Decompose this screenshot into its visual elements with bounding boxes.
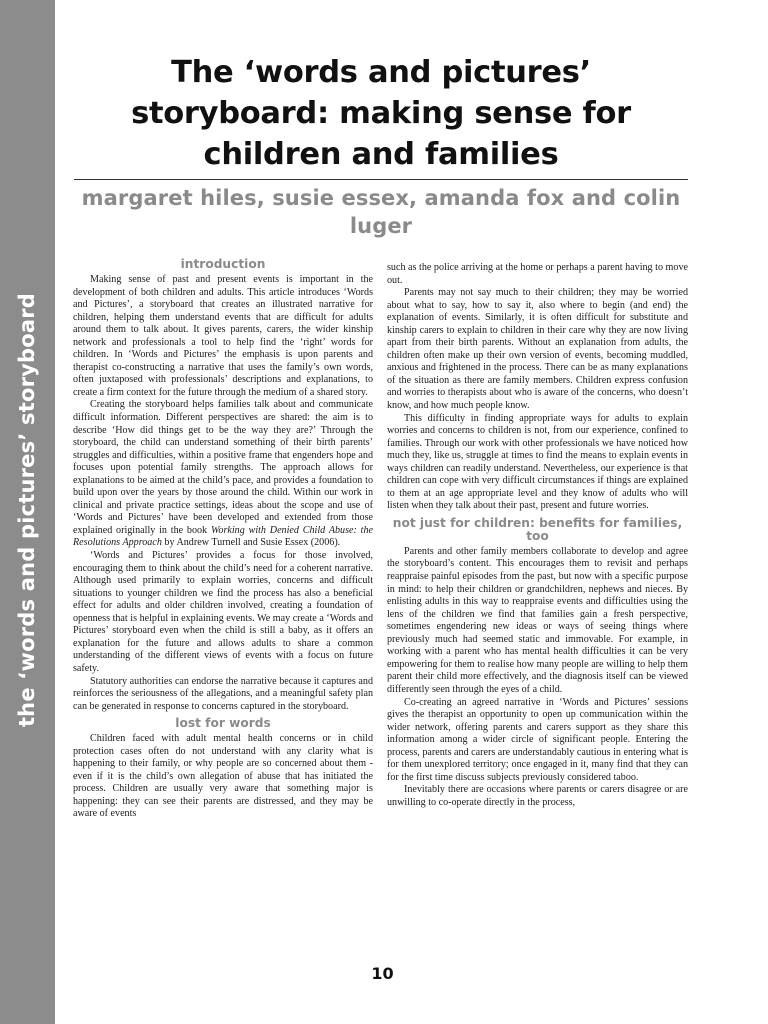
sidebar-band	[0, 0, 55, 1024]
paragraph: Parents may not say much to their children; they may be worried about what to say, how to say it, also where to begin (and end) the explanation of events. Similarly, it is often difficult for substitute and kinship carers to explain to children in their care why they are now living apart from their birth parents. Without an explanation from adults, the children often make up their own version of events, becoming muddled, anxious and frightened in the process. There can be as many explanations of the situation as there are family members. Children express confusion and worries to therapists about who is aware of the concerns, who doesn’t know, and how much people know.	[387, 287, 688, 412]
paragraph: Making sense of past and present events is important in the development of both children and adults. This article introduces ‘Words and Pictures’, a storyboard that creates an illustrated narrative for children, helping them understand events that are difficult for adults around them to talk about. It gives parents, carers, the wider kinship network and professionals a tool to help find the ‘right’ words for children. In ‘Words and Pictures’ the emphasis is upon parents and therapist co-constructing a narrative that uses the family’s own words, often juxtaposed with professionals’ descriptions and explanations, to create a firm context for the future through the medium of a shared story.	[73, 274, 373, 398]
page-number: 10	[371, 964, 394, 983]
paragraph: Co-creating an agreed narrative in ‘Words and Pictures’ sessions gives the therapist an opportunity to open up communication within the wider network, offering parents and carers support as they share this information among a wider circle of significant people. Entering the process, parents and carers are understandably cautious in entering what is for them unexplored territory; once engaged in it, many find that they can for the first time discuss subjects previously considered taboo.	[387, 696, 688, 783]
right-column	[387, 262, 688, 809]
section-heading-lost-for-words: lost for words	[175, 716, 271, 731]
title-divider	[74, 179, 688, 180]
paragraph: This difficulty in finding appropriate ways for adults to explain worries and concerns to children is not, from our experience, confined to families. Through our work with other professionals we have noticed how much they, like us, struggle at times to find the means to explain events in ways children can readily understand. Nevertheless, our experience is that children can cope with very difficult circumstances if things are explained to them at an age appropriate level and they know of adults who will listen when they talk about their past, present and future worries.	[387, 412, 688, 512]
article-title: The ‘words and pictures’ storyboard: making sense for children and families	[131, 55, 631, 172]
paragraph	[73, 399, 373, 550]
left-column	[73, 258, 373, 821]
paragraph-text: by Andrew Turnell and Susie Essex (2006).	[161, 537, 341, 549]
running-header: the ‘words and pictures’ storyboard	[15, 292, 39, 728]
section-heading-benefits: not just for children: benefits for families, too	[392, 515, 683, 543]
paragraph: Parents and other family members collaborate to develop and agree the storyboard’s content. This encourages them to revisit and perhaps reappraise painful episodes from the past, but now with a specific purpose in mind: to help their children or grandchildren, nephews and nieces. By enlisting adults in this way to reappraise events and difficulties using the lens of the children we find that families gain a fresh perspective, sometimes engendering new ideas or ways of seeing things where previously much had seemed static and immovable. For example, in working with a parent who has mental health difficulties it can be very empowering for them to realise how many people are willing to help them parent their child more effectively, and the diagnosis itself can be viewed differently seen through the eyes of a child.	[387, 545, 688, 695]
paragraph-continued: such as the police arriving at the home or perhaps a parent having to move out.	[387, 262, 688, 286]
paragraph: Statutory authorities can endorse the narrative because it captures and reinforces the seriousness of the allegations, and a meaningful safety plan can be generated in response to concerns captured in the storyboard.	[73, 675, 373, 712]
paragraph-text: Creating the storyboard helps families talk about and communicate difficult information. Different perspectives are shared: the aim is to describe ‘How did things get to be the way they are?’ Through the storyboard, the child can understand something of their birth parents’ struggles and difficulties, within a positive frame that engenders hope and focuses upon potential family strengths. The approach allows for explanations to be aimed at the child’s pace, and provides a foundation to build upon over the years by those around the child. Within our work in clinical and private practice settings, ideas about the scope and use of ‘Words and Pictures’ have been developed and extended from those explained originally in the book	[73, 399, 373, 536]
paragraph: Children faced with adult mental health concerns or in child protection cases often do not understand with any clarity what is happening to their family, or why people are so concerned about them - even if it is the child’s own allegation of abuse that has initiated the process. Children are usually very aware that something major is happening: they can see their parents are distressed, and they may be aware of events	[73, 733, 373, 820]
paragraph: Inevitably there are occasions where parents or carers disagree or are unwilling to co-operate directly in the process,	[387, 784, 688, 808]
section-heading-introduction: introduction	[180, 257, 266, 271]
article-authors: margaret hiles, susie essex, amanda fox and colin luger	[81, 186, 681, 238]
paragraph: ‘Words and Pictures’ provides a focus for those involved, encouraging them to think about the child’s need for a coherent narrative. Although used primarily to explain worries, concerns and difficult situations to younger children we find the process has also a beneficial effect for adults and older children involved, creating a foundation of openness that is helpful in explaining events. We may create a ‘Words and Pictures’ storyboard even when the child is still a baby, as it offers an explanation for the future and allows adults to share a common understanding of the different views of events with a focus on future safety.	[73, 550, 373, 674]
book-title: Working with Denied Child Abuse: the Resolutions Approach	[73, 524, 373, 549]
